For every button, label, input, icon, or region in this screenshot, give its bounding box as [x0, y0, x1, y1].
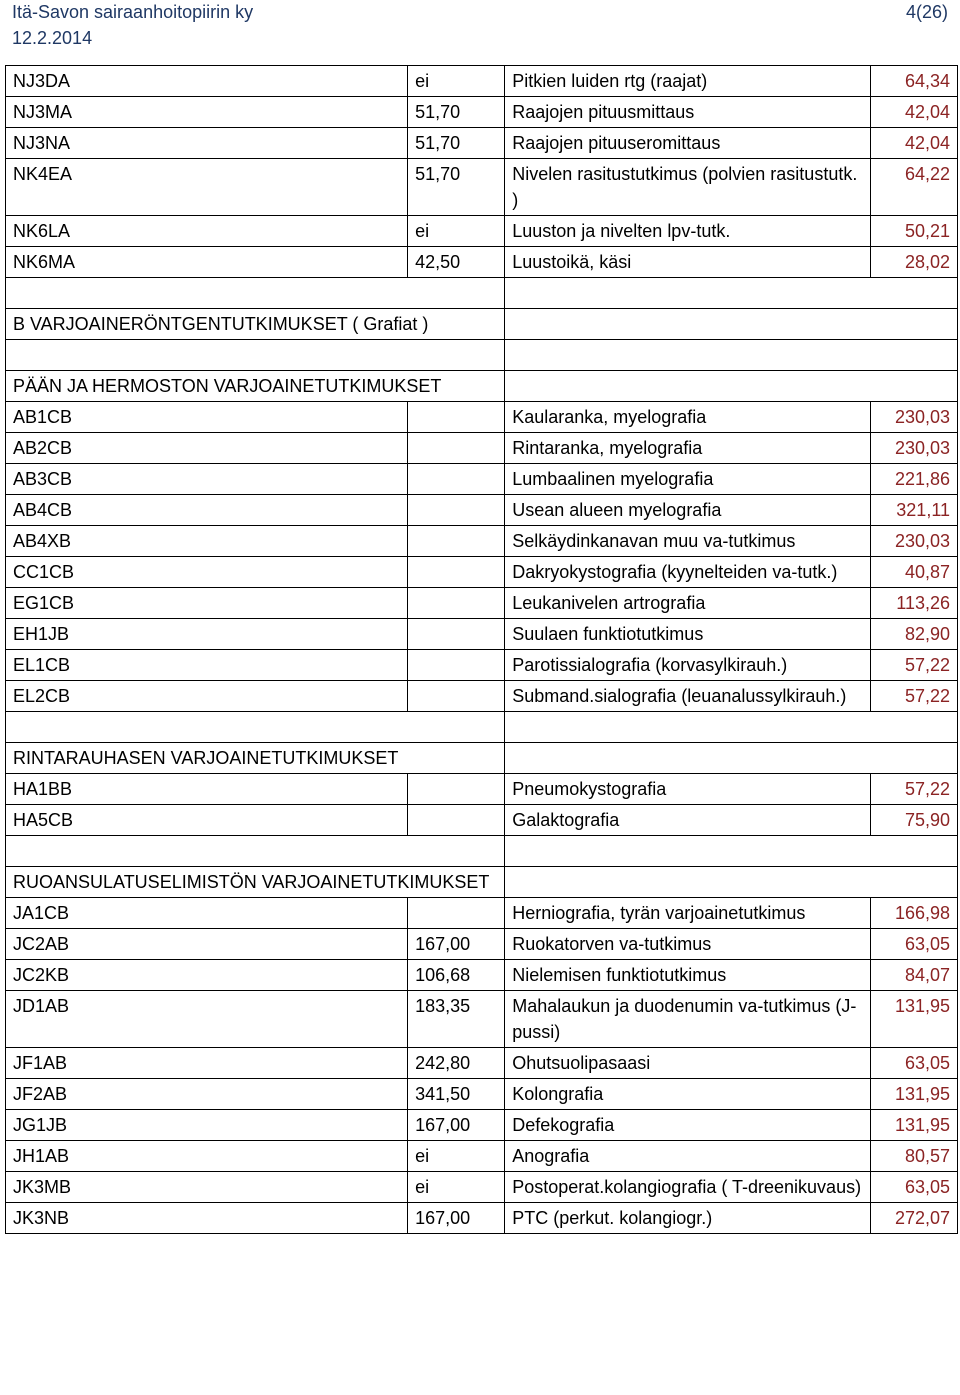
amount-cell — [408, 495, 505, 526]
description-cell: Ohutsuolipasaasi — [505, 1048, 871, 1079]
procedure-code-cell: JK3MB — [6, 1172, 408, 1203]
price-cell: 166,98 — [871, 898, 958, 929]
empty-cell — [6, 712, 505, 743]
blank-row — [6, 836, 958, 867]
price-cell: 64,22 — [871, 159, 958, 216]
table-row — [6, 960, 958, 991]
section-title: RUOANSULATUSELIMISTÖN VARJOAINETUTKIMUKSET — [6, 867, 505, 898]
amount-cell: 51,70 — [408, 159, 505, 216]
empty-cell — [505, 371, 958, 402]
description-cell: Pitkien luiden rtg (raajat) — [505, 66, 871, 97]
amount-cell: 167,00 — [408, 1203, 505, 1234]
description-cell: Pneumokystografia — [505, 774, 871, 805]
price-cell: 57,22 — [871, 650, 958, 681]
description-cell: Luustoikä, käsi — [505, 247, 871, 278]
section-heading-row — [6, 867, 958, 898]
procedure-code-cell: JH1AB — [6, 1141, 408, 1172]
table-row — [6, 433, 958, 464]
procedure-code-cell: JD1AB — [6, 991, 408, 1048]
price-cell: 50,21 — [871, 216, 958, 247]
procedure-code-cell: AB4XB — [6, 526, 408, 557]
price-cell: 230,03 — [871, 433, 958, 464]
description-cell: Lumbaalinen myelografia — [505, 464, 871, 495]
section-title: PÄÄN JA HERMOSTON VARJOAINETUTKIMUKSET — [6, 371, 505, 402]
empty-cell — [505, 309, 958, 340]
amount-cell — [408, 805, 505, 836]
description-cell: Usean alueen myelografia — [505, 495, 871, 526]
table-row — [6, 929, 958, 960]
description-cell: Defekografia — [505, 1110, 871, 1141]
description-cell: Submand.sialografia (leuanalussylkirauh.) — [505, 681, 871, 712]
table-row — [6, 557, 958, 588]
procedure-code-cell: JF2AB — [6, 1079, 408, 1110]
table-row — [6, 495, 958, 526]
amount-cell: 167,00 — [408, 929, 505, 960]
table-row — [6, 588, 958, 619]
empty-cell — [6, 836, 505, 867]
amount-cell — [408, 557, 505, 588]
price-cell: 131,95 — [871, 991, 958, 1048]
description-cell: Ruokatorven va-tutkimus — [505, 929, 871, 960]
procedure-code-cell: AB1CB — [6, 402, 408, 433]
empty-cell — [505, 712, 958, 743]
price-cell: 40,87 — [871, 557, 958, 588]
procedure-code-cell: NK6MA — [6, 247, 408, 278]
empty-cell — [505, 278, 958, 309]
amount-cell — [408, 402, 505, 433]
procedure-code-cell: AB4CB — [6, 495, 408, 526]
price-cell: 82,90 — [871, 619, 958, 650]
empty-cell — [505, 836, 958, 867]
description-cell: Raajojen pituusmittaus — [505, 97, 871, 128]
section-heading-row — [6, 743, 958, 774]
description-cell: Suulaen funktiotutkimus — [505, 619, 871, 650]
amount-cell: 42,50 — [408, 247, 505, 278]
table-row — [6, 128, 958, 159]
procedure-code-cell: CC1CB — [6, 557, 408, 588]
description-cell: Selkäydinkanavan muu va-tutkimus — [505, 526, 871, 557]
description-cell: Luuston ja nivelten lpv-tutk. — [505, 216, 871, 247]
price-cell: 57,22 — [871, 774, 958, 805]
empty-cell — [6, 278, 505, 309]
price-cell: 230,03 — [871, 402, 958, 433]
price-cell: 63,05 — [871, 1048, 958, 1079]
description-cell: Kaularanka, myelografia — [505, 402, 871, 433]
price-cell: 230,03 — [871, 526, 958, 557]
amount-cell: 51,70 — [408, 97, 505, 128]
procedure-code-cell: JA1CB — [6, 898, 408, 929]
price-cell: 57,22 — [871, 681, 958, 712]
price-cell: 272,07 — [871, 1203, 958, 1234]
procedure-code-cell: NJ3NA — [6, 128, 408, 159]
amount-cell: ei — [408, 216, 505, 247]
table-row — [6, 898, 958, 929]
amount-cell: ei — [408, 1141, 505, 1172]
table-row — [6, 1048, 958, 1079]
table-row — [6, 991, 958, 1048]
empty-cell — [505, 743, 958, 774]
table-row — [6, 1172, 958, 1203]
price-cell: 42,04 — [871, 128, 958, 159]
procedure-code-cell: EL1CB — [6, 650, 408, 681]
description-cell: Galaktografia — [505, 805, 871, 836]
procedure-code-cell: JC2KB — [6, 960, 408, 991]
description-cell: Kolongrafia — [505, 1079, 871, 1110]
procedure-code-cell: NJ3MA — [6, 97, 408, 128]
amount-cell: 183,35 — [408, 991, 505, 1048]
procedure-code-cell: NK4EA — [6, 159, 408, 216]
procedure-code-cell: EL2CB — [6, 681, 408, 712]
table-row — [6, 464, 958, 495]
procedure-code-cell: JK3NB — [6, 1203, 408, 1234]
table-row — [6, 774, 958, 805]
description-cell: Parotissialografia (korvasylkirauh.) — [505, 650, 871, 681]
price-cell: 42,04 — [871, 97, 958, 128]
amount-cell — [408, 464, 505, 495]
empty-cell — [6, 340, 505, 371]
table-row — [6, 159, 958, 216]
amount-cell: 51,70 — [408, 128, 505, 159]
section-title: B VARJOAINERÖNTGENTUTKIMUKSET ( Grafiat ) — [6, 309, 505, 340]
price-cell: 63,05 — [871, 1172, 958, 1203]
procedure-code-cell: AB2CB — [6, 433, 408, 464]
amount-cell — [408, 898, 505, 929]
price-cell: 321,11 — [871, 495, 958, 526]
blank-row — [6, 712, 958, 743]
price-cell: 221,86 — [871, 464, 958, 495]
amount-cell — [408, 681, 505, 712]
table-row — [6, 1203, 958, 1234]
price-cell: 84,07 — [871, 960, 958, 991]
procedure-code-cell: JF1AB — [6, 1048, 408, 1079]
empty-cell — [505, 340, 958, 371]
description-cell: Mahalaukun ja duodenumin va-tutkimus (J-pussi) — [505, 991, 871, 1048]
document-organization: Itä-Savon sairaanhoitopiirin ky — [12, 2, 254, 22]
amount-cell: ei — [408, 66, 505, 97]
description-cell: Rintaranka, myelografia — [505, 433, 871, 464]
description-cell: Dakryokystografia (kyynelteiden va-tutk.) — [505, 557, 871, 588]
amount-cell — [408, 433, 505, 464]
amount-cell: 106,68 — [408, 960, 505, 991]
empty-cell — [505, 867, 958, 898]
procedure-code-cell: EG1CB — [6, 588, 408, 619]
price-cell: 131,95 — [871, 1110, 958, 1141]
table-row — [6, 216, 958, 247]
section-heading-row — [6, 309, 958, 340]
amount-cell — [408, 774, 505, 805]
table-row — [6, 66, 958, 97]
price-cell: 63,05 — [871, 929, 958, 960]
procedure-code-cell: HA1BB — [6, 774, 408, 805]
table-row — [6, 805, 958, 836]
amount-cell — [408, 619, 505, 650]
price-table — [5, 65, 958, 1234]
amount-cell: 167,00 — [408, 1110, 505, 1141]
description-cell: Herniografia, tyrän varjoainetutkimus — [505, 898, 871, 929]
amount-cell: 341,50 — [408, 1079, 505, 1110]
price-cell: 80,57 — [871, 1141, 958, 1172]
description-cell: PTC (perkut. kolangiogr.) — [505, 1203, 871, 1234]
table-row — [6, 619, 958, 650]
procedure-code-cell: HA5CB — [6, 805, 408, 836]
amount-cell — [408, 588, 505, 619]
description-cell: Postoperat.kolangiografia ( T-dreenikuvaus) — [505, 1172, 871, 1203]
section-title: RINTARAUHASEN VARJOAINETUTKIMUKSET — [6, 743, 505, 774]
table-row — [6, 1079, 958, 1110]
price-cell: 75,90 — [871, 805, 958, 836]
price-cell: 64,34 — [871, 66, 958, 97]
blank-row — [6, 340, 958, 371]
table-row — [6, 247, 958, 278]
table-row — [6, 650, 958, 681]
table-row — [6, 681, 958, 712]
section-heading-row — [6, 371, 958, 402]
procedure-code-cell: EH1JB — [6, 619, 408, 650]
description-cell: Nielemisen funktiotutkimus — [505, 960, 871, 991]
price-cell: 113,26 — [871, 588, 958, 619]
amount-cell: 242,80 — [408, 1048, 505, 1079]
page-number: 4(26) — [905, 2, 948, 22]
document-date: 12.2.2014 — [12, 28, 93, 48]
table-row — [6, 402, 958, 433]
amount-cell — [408, 650, 505, 681]
description-cell: Nivelen rasitustutkimus (polvien rasitustutk. ) — [505, 159, 871, 216]
price-cell: 28,02 — [871, 247, 958, 278]
procedure-code-cell: JC2AB — [6, 929, 408, 960]
procedure-code-cell: NJ3DA — [6, 66, 408, 97]
amount-cell — [408, 526, 505, 557]
procedure-code-cell: JG1JB — [6, 1110, 408, 1141]
blank-row — [6, 278, 958, 309]
description-cell: Leukanivelen artrografia — [505, 588, 871, 619]
table-row — [6, 1110, 958, 1141]
table-row — [6, 1141, 958, 1172]
table-row — [6, 526, 958, 557]
description-cell: Anografia — [505, 1141, 871, 1172]
procedure-code-cell: NK6LA — [6, 216, 408, 247]
amount-cell: ei — [408, 1172, 505, 1203]
price-cell: 131,95 — [871, 1079, 958, 1110]
table-row — [6, 97, 958, 128]
description-cell: Raajojen pituuseromittaus — [505, 128, 871, 159]
procedure-code-cell: AB3CB — [6, 464, 408, 495]
